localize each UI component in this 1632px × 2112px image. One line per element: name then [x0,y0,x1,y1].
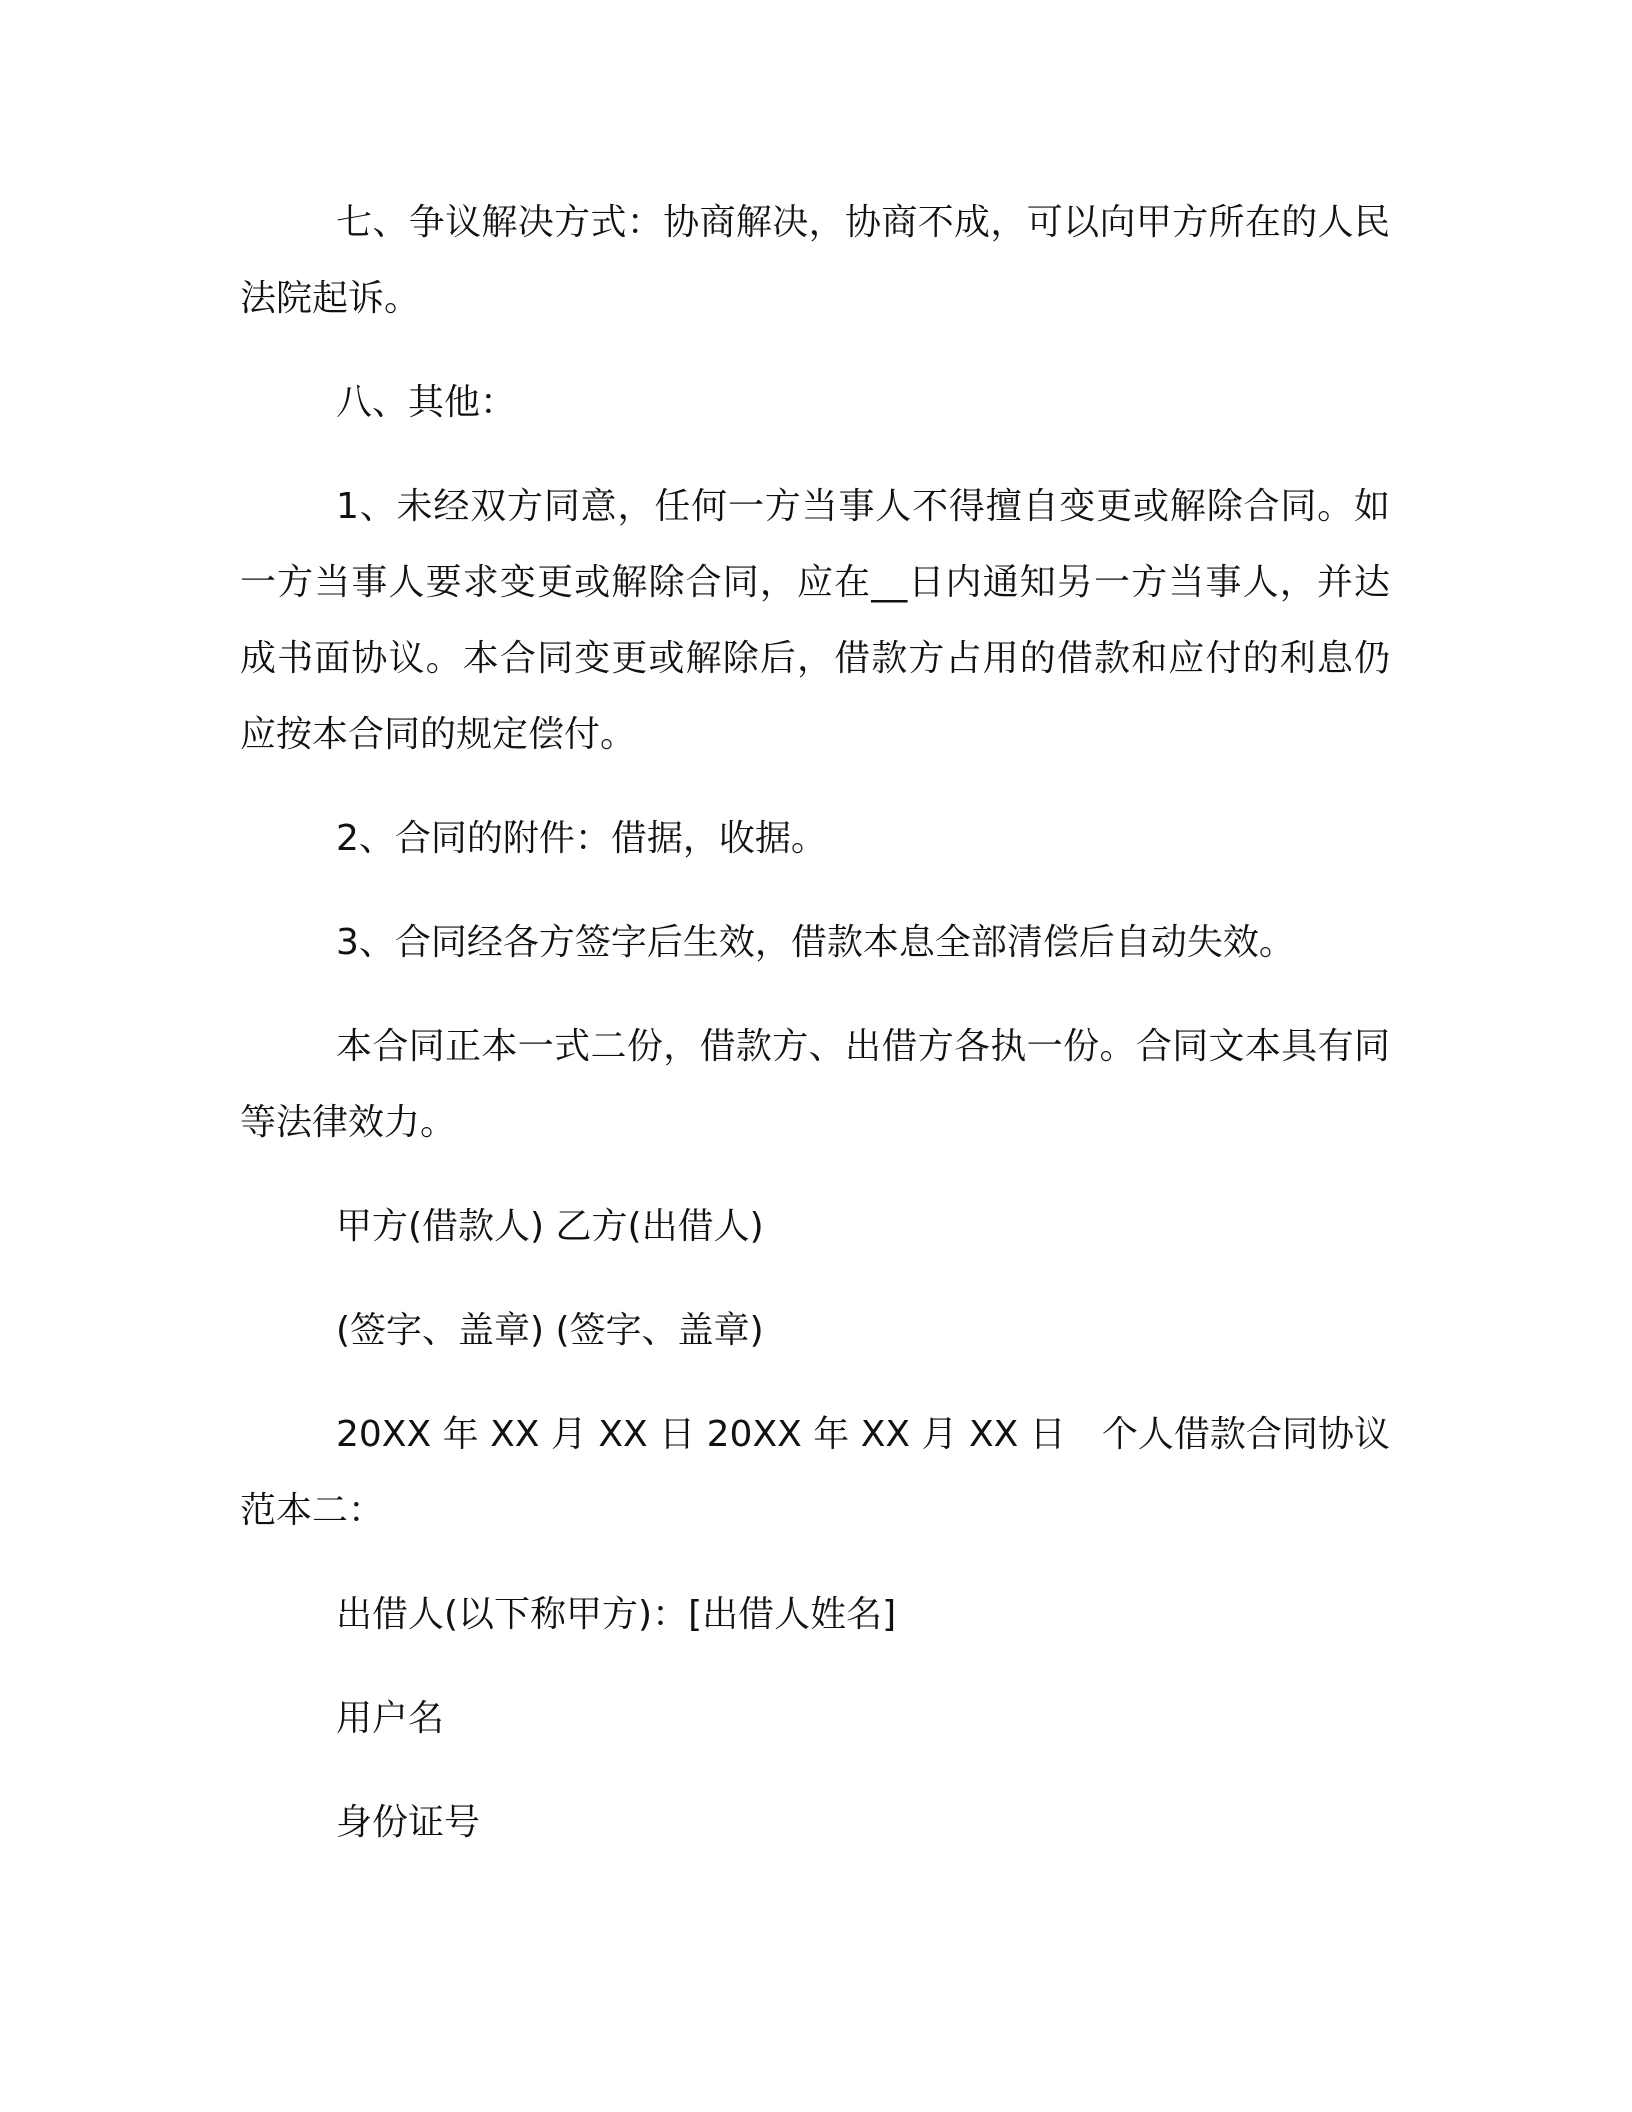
paragraph-dispute-resolution: 七、争议解决方式：协商解决，协商不成，可以向甲方所在的人民法院起诉。 [240,202,1390,319]
document-body [240,185,1390,1889]
paragraph-signatures: (签字、盖章) (签字、盖章) [336,1310,764,1351]
paragraph-lender: 出借人(以下称甲方)：[出借人姓名] [336,1594,897,1635]
paragraph-username: 用户名 [336,1698,445,1739]
paragraph-copies: 本合同正本一式二份，借款方、出借方各执一份。合同文本具有同等法律效力。 [240,1026,1390,1143]
paragraph-parties: 甲方(借款人) 乙方(出借人) [336,1206,764,1247]
paragraph-clause-2: 2、合同的附件：借据，收据。 [336,818,827,859]
paragraph-clause-1: 1、未经双方同意，任何一方当事人不得擅自变更或解除合同。如一方当事人要求变更或解除合同，应在__日内通知另一方当事人，并达成书面协议。本合同变更或解除后，借款方占用的借款和应付的利息仍应按本合同的规定偿付。 [240,486,1390,755]
paragraph-clause-3: 3、合同经各方签字后生效，借款本息全部清偿后自动失效。 [336,922,1295,963]
paragraph-id-number: 身份证号 [336,1802,481,1843]
paragraph-other-heading: 八、其他： [336,382,517,423]
paragraph-dates-and-template-two: 20XX 年 XX 月 XX 日 20XX 年 XX 月 XX 日 个人借款合同协议范本二： [240,1414,1390,1531]
